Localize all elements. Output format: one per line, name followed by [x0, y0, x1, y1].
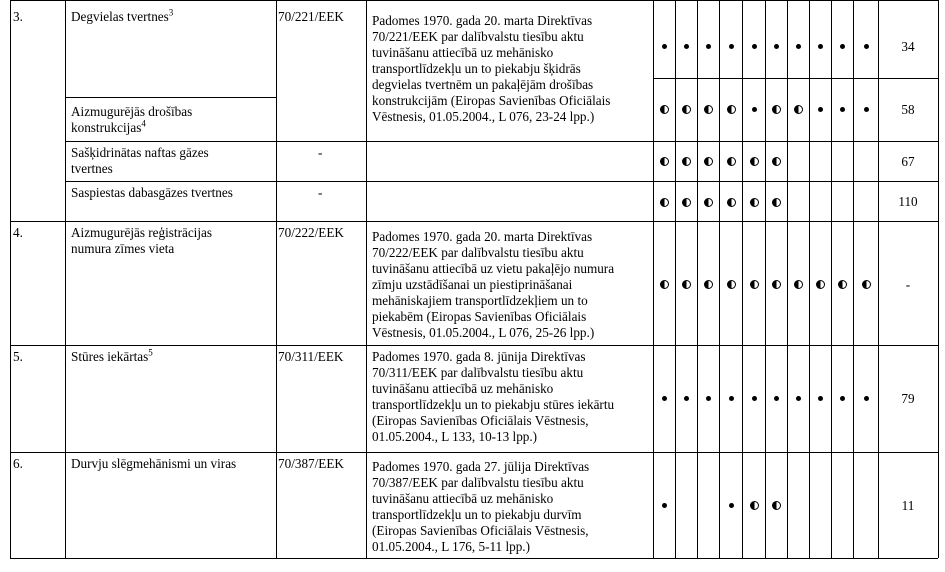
half-dot-icon — [679, 154, 693, 168]
filled-dot-icon — [724, 39, 738, 53]
footnote-marker: 5 — [148, 347, 153, 358]
half-dot-icon — [724, 154, 738, 168]
half-dot-icon — [747, 277, 761, 291]
desc-line: 70/222/EEK par dalībvalstu tiesību aktu — [372, 245, 584, 260]
desc-line: Vēstnesis, 01.05.2004., L 076, 23-24 lpp.) — [372, 109, 595, 124]
filled-dot-icon — [747, 391, 761, 405]
reference-number: 67 — [901, 154, 915, 169]
half-dot-icon — [769, 195, 783, 209]
half-dot-icon — [769, 154, 783, 168]
half-dot-icon — [769, 102, 783, 116]
half-dot-icon — [724, 102, 738, 116]
half-dot-icon — [791, 102, 805, 116]
filled-dot-icon — [679, 39, 693, 53]
desc-line: degvielas tvertnēm un pakaļējām drošības — [372, 77, 594, 92]
reference-number: 110 — [898, 194, 918, 209]
directive-ref: 70/387/EEK — [278, 456, 344, 471]
desc-line: piekabēm (Eiropas Savienības Oficiālais — [372, 309, 587, 324]
filled-dot-icon — [747, 102, 761, 116]
half-dot-icon — [679, 102, 693, 116]
footnote-marker: 4 — [141, 118, 146, 129]
half-dot-icon — [701, 277, 715, 291]
directive-ref: - — [318, 185, 323, 200]
item-name: tvertnes — [71, 161, 113, 176]
desc-line: 01.05.2004., L 133, 10-13 lpp.) — [372, 429, 538, 444]
filled-dot-icon — [701, 391, 715, 405]
filled-dot-icon — [747, 39, 761, 53]
desc-line: tuvināšanu attiecībā uz mehānisko — [372, 381, 554, 396]
desc-line: transportlīdzekļu un to piekabju stūres iekārtu — [372, 397, 615, 412]
directive-ref: 70/311/EEK — [278, 349, 344, 364]
filled-dot-icon — [835, 391, 849, 405]
directive-ref: 70/221/EEK — [278, 9, 344, 24]
row-number: 3. — [13, 9, 23, 24]
half-dot-icon — [657, 195, 671, 209]
half-dot-icon — [813, 277, 827, 291]
desc-line: transportlīdzekļu un to piekabju šķidrās — [372, 61, 581, 76]
filled-dot-icon — [791, 391, 805, 405]
footnote-marker: 3 — [168, 7, 174, 18]
filled-dot-icon — [835, 102, 849, 116]
desc-line: transportlīdzekļu un to piekabju durvīm — [372, 507, 582, 522]
half-dot-icon — [747, 154, 761, 168]
desc-line: konstrukcijām (Eiropas Savienības Oficiālais — [372, 93, 611, 108]
half-dot-icon — [701, 195, 715, 209]
item-name: Durvju slēgmehānismi un viras — [71, 456, 237, 471]
half-dot-icon — [724, 277, 738, 291]
item-name: Saspiestas dabasgāzes tvertnes — [71, 185, 233, 200]
filled-dot-icon — [657, 498, 671, 512]
desc-line: Vēstnesis, 01.05.2004., L 076, 25-26 lpp.) — [372, 325, 595, 340]
desc-line: (Eiropas Savienības Oficiālais Vēstnesis, — [372, 413, 589, 428]
directive-ref: 70/222/EEK — [278, 225, 344, 240]
half-dot-icon — [679, 195, 693, 209]
item-name: numura zīmes vieta — [71, 241, 175, 256]
filled-dot-icon — [769, 39, 783, 53]
filled-dot-icon — [859, 39, 873, 53]
desc-line: mehāniskajiem transportlīdzekļiem un to — [372, 293, 588, 308]
desc-line: 01.05.2004., L 176, 5-11 lpp.) — [372, 539, 530, 554]
half-dot-icon — [724, 195, 738, 209]
half-dot-icon — [747, 195, 761, 209]
filled-dot-icon — [724, 391, 738, 405]
half-dot-icon — [657, 277, 671, 291]
desc-line: zīmju uzstādīšanai un piestiprināšanai — [372, 277, 573, 292]
half-dot-icon — [701, 102, 715, 116]
desc-line: 70/387/EEK par dalībvalstu tiesību aktu — [372, 475, 584, 490]
filled-dot-icon — [835, 39, 849, 53]
reference-number: 79 — [901, 391, 915, 406]
filled-dot-icon — [859, 391, 873, 405]
item-name-text: Stūres iekārtas — [71, 349, 149, 364]
half-dot-icon — [701, 154, 715, 168]
desc-line: tuvināšanu attiecībā uz vietu pakaļējo numura — [372, 261, 615, 276]
desc-line: Padomes 1970. gada 8. jūnija Direktīvas — [372, 349, 586, 364]
filled-dot-icon — [791, 39, 805, 53]
item-name — [71, 349, 153, 365]
desc-line: 70/311/EEK par dalībvalstu tiesību aktu — [372, 365, 584, 380]
desc-line: tuvināšanu attiecībā uz mehānisko — [372, 491, 554, 506]
half-dot-icon — [791, 277, 805, 291]
filled-dot-icon — [701, 39, 715, 53]
row-number: 6. — [13, 456, 23, 471]
half-dot-icon — [657, 154, 671, 168]
row-number: 4. — [13, 225, 23, 240]
half-dot-icon — [679, 277, 693, 291]
reference-number: 58 — [901, 102, 915, 117]
reference-number: 34 — [901, 39, 915, 54]
half-dot-icon — [769, 277, 783, 291]
filled-dot-icon — [724, 498, 738, 512]
item-name: Aizmugurējās reģistrācijas — [71, 225, 212, 240]
half-dot-icon — [835, 277, 849, 291]
item-name — [71, 120, 146, 136]
half-dot-icon — [769, 498, 783, 512]
filled-dot-icon — [769, 391, 783, 405]
desc-line: (Eiropas Savienības Oficiālais Vēstnesis, — [372, 523, 589, 538]
filled-dot-icon — [859, 102, 873, 116]
half-dot-icon — [859, 277, 873, 291]
filled-dot-icon — [813, 391, 827, 405]
item-name: Aizmugurējās drošības — [71, 104, 193, 119]
half-dot-icon — [747, 498, 761, 512]
item-name: Sašķidrinātas naftas gāzes — [71, 145, 209, 160]
item-name — [71, 9, 173, 25]
directive-ref: - — [318, 145, 323, 160]
reference-number: 11 — [901, 498, 915, 513]
item-name-text: Degvielas tvertnes — [71, 9, 169, 24]
half-dot-icon — [657, 102, 671, 116]
desc-line: Padomes 1970. gada 27. jūlija Direktīvas — [372, 459, 590, 474]
filled-dot-icon — [813, 102, 827, 116]
desc-line: Padomes 1970. gada 20. marta Direktīvas — [372, 13, 593, 28]
filled-dot-icon — [679, 391, 693, 405]
filled-dot-icon — [657, 39, 671, 53]
reference-number: - — [905, 277, 911, 292]
desc-line: 70/221/EEK par dalībvalstu tiesību aktu — [372, 29, 584, 44]
filled-dot-icon — [657, 391, 671, 405]
filled-dot-icon — [813, 39, 827, 53]
desc-line: Padomes 1970. gada 20. marta Direktīvas — [372, 229, 593, 244]
item-name-text: konstrukcijas — [71, 120, 142, 135]
desc-line: tuvināšanu attiecībā uz mehānisko — [372, 45, 554, 60]
row-number: 5. — [13, 349, 23, 364]
